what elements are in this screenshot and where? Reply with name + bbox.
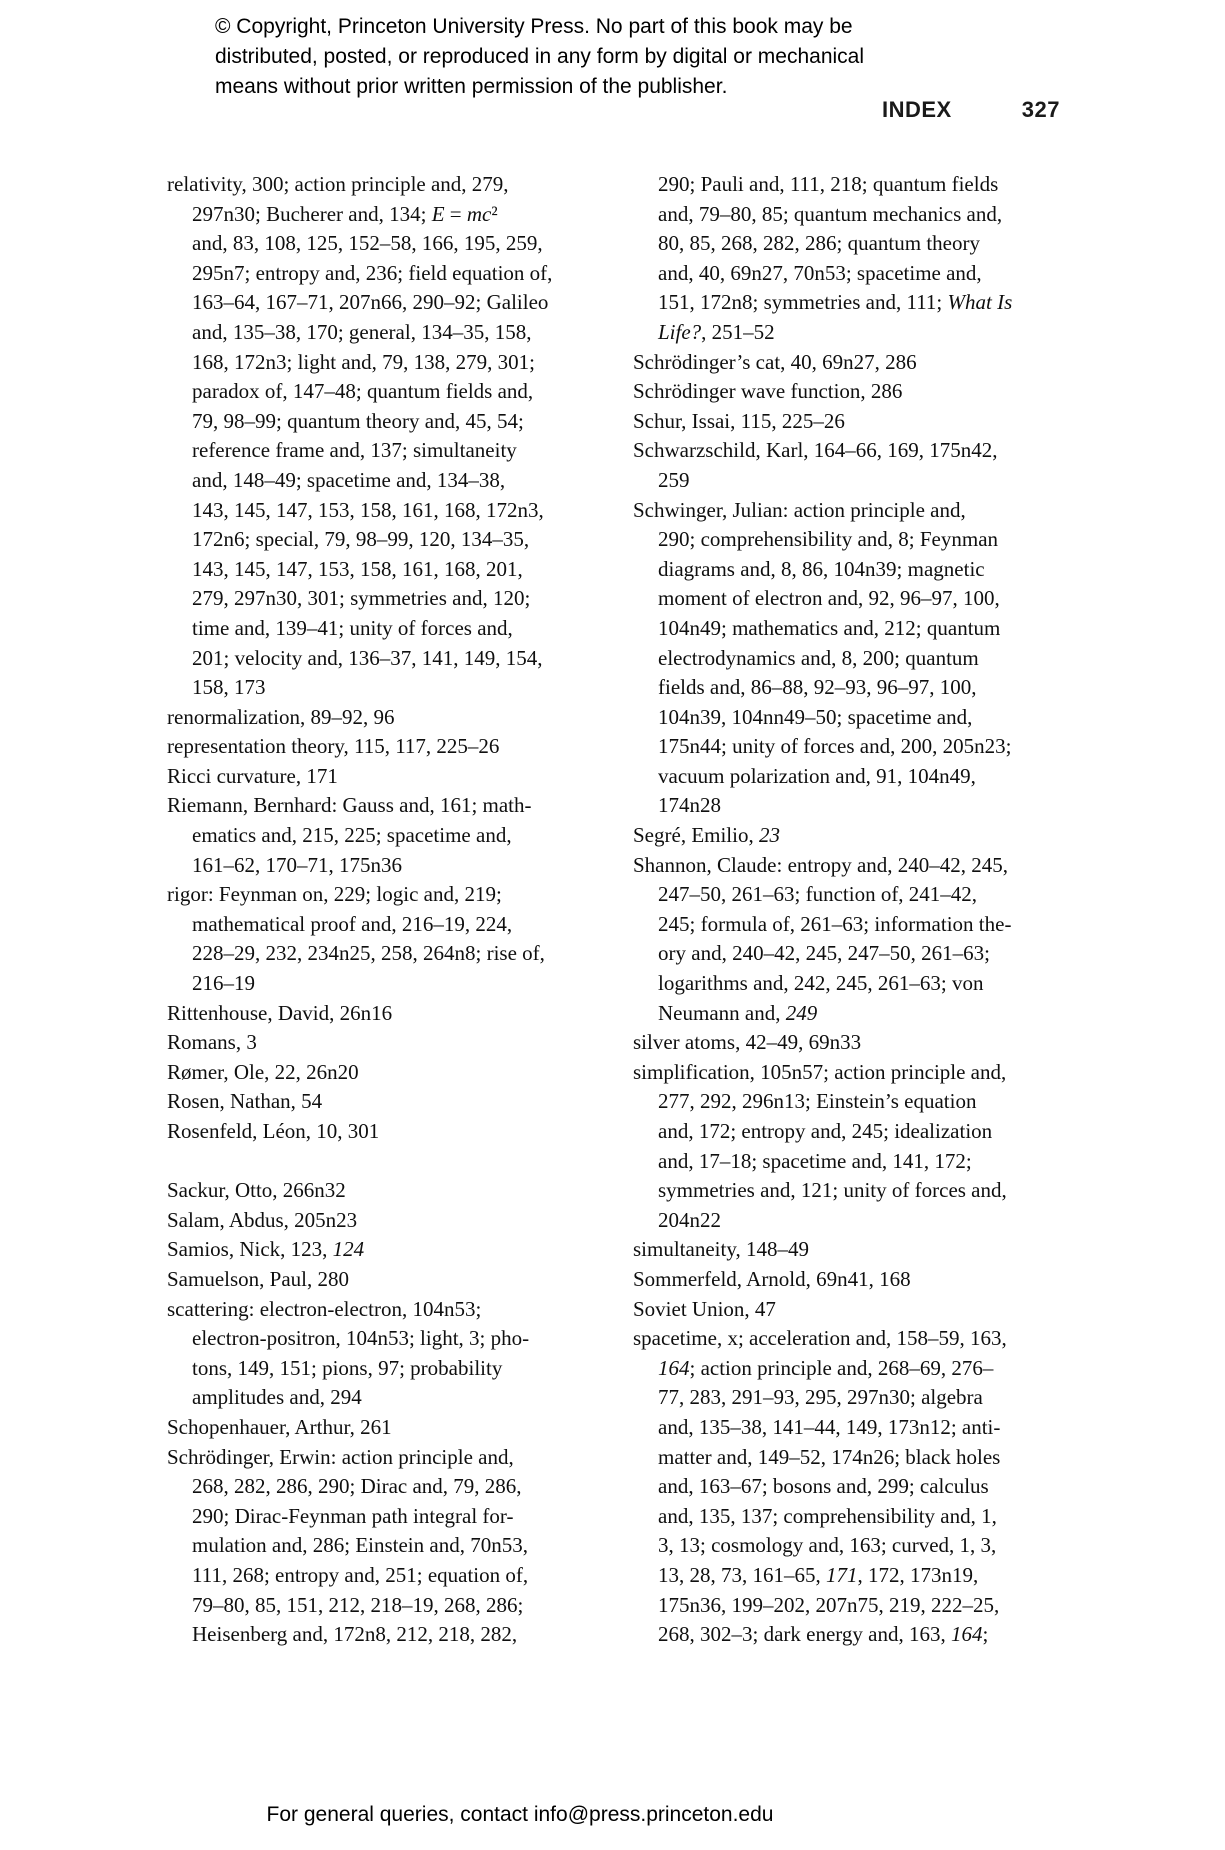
running-header — [882, 97, 1060, 123]
index-line: 163–64, 167–71, 207n66, 290–92; Galileo — [192, 290, 549, 315]
index-line: Rittenhouse, David, 26n16 — [167, 1000, 393, 1025]
index-line: Segré, Emilio, 23 — [633, 823, 780, 848]
index-line: ematics and, 215, 225; spacetime and, — [192, 823, 512, 848]
index-line: renormalization, 89–92, 96 — [167, 704, 395, 729]
index-line: Heisenberg and, 172n8, 212, 218, 282, — [192, 1622, 518, 1647]
copyright-notice — [215, 12, 864, 102]
index-line: silver atoms, 42–49, 69n33 — [633, 1030, 862, 1055]
index-line: 204n22 — [658, 1207, 721, 1232]
index-line: logarithms and, 242, 245, 261–63; von — [658, 971, 984, 996]
copyright-line-3: means without prior written permission of the publisher. — [215, 75, 728, 98]
copyright-line-1: © Copyright, Princeton University Press. No part of this book may be — [215, 15, 853, 38]
index-line: and, 163–67; bosons and, 299; calculus — [658, 1474, 989, 1499]
index-line: Neumann and, 249 — [658, 1000, 818, 1025]
index-line: 174n28 — [658, 793, 721, 818]
copyright-line-2: distributed, posted, or reproduced in any form by digital or mechanical — [215, 45, 865, 68]
index-line: 79, 98–99; quantum theory and, 45, 54; — [192, 408, 524, 433]
index-line: 295n7; entropy and, 236; field equation of, — [192, 260, 553, 285]
index-line: 168, 172n3; light and, 79, 138, 279, 301; — [192, 349, 535, 374]
index-line: 79–80, 85, 151, 212, 218–19, 268, 286; — [192, 1592, 524, 1617]
index-line: simplification, 105n57; action principle and, — [633, 1059, 1007, 1084]
index-column-left — [167, 170, 567, 1650]
index-line: Samios, Nick, 123, 124 — [167, 1237, 365, 1262]
index-line: paradox of, 147–48; quantum fields and, — [192, 379, 534, 404]
index-line: 151, 172n8; symmetries and, 111; What Is — [658, 290, 1013, 315]
index-line: 111, 268; entropy and, 251; equation of, — [192, 1562, 529, 1587]
index-line: 247–50, 261–63; function of, 241–42, — [658, 882, 978, 907]
index-line: 297n30; Bucherer and, 134; E = mc² — [192, 201, 498, 226]
index-line: ory and, 240–42, 245, 247–50, 261–63; — [658, 941, 990, 966]
index-line: time and, 139–41; unity of forces and, — [192, 615, 513, 640]
index-line: 245; formula of, 261–63; information the- — [658, 911, 1012, 936]
index-line: mulation and, 286; Einstein and, 70n53, — [192, 1533, 528, 1558]
index-line: electrodynamics and, 8, 200; quantum — [658, 645, 979, 670]
index-line: Riemann, Bernhard: Gauss and, 161; math- — [167, 793, 532, 818]
index-line: symmetries and, 121; unity of forces and, — [658, 1178, 1007, 1203]
index-line: moment of electron and, 92, 96–97, 100, — [658, 586, 1000, 611]
index-line: and, 172; entropy and, 245; idealization — [658, 1119, 993, 1143]
index-line: 143, 145, 147, 153, 158, 161, 168, 201, — [192, 556, 523, 581]
index-line: Rosenfeld, Léon, 10, 301 — [167, 1119, 380, 1143]
index-line: 104n39, 104nn49–50; spacetime and, — [658, 704, 973, 729]
index-line: 175n36, 199–202, 207n75, 219, 222–25, — [658, 1592, 1000, 1617]
index-line: spacetime, x; acceleration and, 158–59, 163, — [633, 1326, 1007, 1351]
index-line: 143, 145, 147, 153, 158, 161, 168, 172n3, — [192, 497, 544, 522]
index-line: 158, 173 — [192, 675, 266, 700]
index-line: Samuelson, Paul, 280 — [167, 1266, 349, 1291]
index-line: relativity, 300; action principle and, 279, — [167, 172, 509, 196]
index-line: Schrödinger wave function, 286 — [633, 379, 903, 404]
index-line: 161–62, 170–71, 175n36 — [192, 852, 402, 877]
index-line: and, 135–38, 170; general, 134–35, 158, — [192, 319, 532, 344]
index-line: Rosen, Nathan, 54 — [167, 1089, 323, 1114]
index-line: 216–19 — [192, 971, 255, 996]
index-line: rigor: Feynman on, 229; logic and, 219; — [167, 882, 502, 907]
index-line: 259 — [658, 467, 690, 492]
index-line: 290; Pauli and, 111, 218; quantum fields — [658, 172, 999, 196]
index-line: Soviet Union, 47 — [633, 1296, 776, 1321]
index-line: 279, 297n30, 301; symmetries and, 120; — [192, 586, 531, 611]
index-line: 290; comprehensibility and, 8; Feynman — [658, 527, 999, 552]
footer-contact: For general queries, contact info@press.princeton.edu — [266, 1803, 774, 1826]
index-line: scattering: electron-electron, 104n53; — [167, 1296, 482, 1321]
index-line: representation theory, 115, 117, 225–26 — [167, 734, 500, 759]
index-line: Schwinger, Julian: action principle and, — [633, 497, 966, 522]
index-line: Schwarzschild, Karl, 164–66, 169, 175n42, — [633, 438, 998, 463]
index-line: and, 135–38, 141–44, 149, 173n12; anti- — [658, 1414, 1001, 1439]
index-line: simultaneity, 148–49 — [633, 1237, 809, 1262]
index-line: and, 135, 137; comprehensibility and, 1, — [658, 1503, 997, 1528]
index-line: Schrödinger, Erwin: action principle and, — [167, 1444, 514, 1469]
index-line: 175n44; unity of forces and, 200, 205n23; — [658, 734, 1012, 759]
page-number: 327 — [1021, 97, 1060, 122]
index-line: 3, 13; cosmology and, 163; curved, 1, 3, — [658, 1533, 997, 1558]
index-line: Schrödinger’s cat, 40, 69n27, 286 — [633, 349, 917, 374]
index-line: Romans, 3 — [167, 1030, 257, 1055]
index-line: 164; action principle and, 268–69, 276– — [658, 1355, 994, 1380]
index-line: Sackur, Otto, 266n32 — [167, 1178, 346, 1203]
index-column-right — [633, 170, 1048, 1650]
index-line: reference frame and, 137; simultaneity — [192, 438, 517, 463]
index-line: 172n6; special, 79, 98–99, 120, 134–35, — [192, 527, 530, 552]
index-line: 77, 283, 291–93, 295, 297n30; algebra — [658, 1385, 983, 1410]
index-line: and, 83, 108, 125, 152–58, 166, 195, 259, — [192, 231, 543, 256]
index-line: Life?, 251–52 — [658, 319, 775, 344]
index-line: Schur, Issai, 115, 225–26 — [633, 408, 845, 433]
index-line: amplitudes and, 294 — [192, 1385, 362, 1410]
index-line: 228–29, 232, 234n25, 258, 264n8; rise of, — [192, 941, 545, 966]
index-line: diagrams and, 8, 86, 104n39; magnetic — [658, 556, 985, 581]
index-line: vacuum polarization and, 91, 104n49, — [658, 763, 976, 788]
index-line: Shannon, Claude: entropy and, 240–42, 245, — [633, 852, 1009, 877]
index-line: fields and, 86–88, 92–93, 96–97, 100, — [658, 675, 977, 700]
index-line: Ricci curvature, 171 — [167, 763, 338, 788]
index-line: mathematical proof and, 216–19, 224, — [192, 911, 513, 936]
index-line: and, 17–18; spacetime and, 141, 172; — [658, 1148, 972, 1173]
index-line — [167, 1147, 567, 1177]
index-line: 268, 282, 286, 290; Dirac and, 79, 286, — [192, 1474, 522, 1499]
index-line: matter and, 149–52, 174n26; black holes — [658, 1444, 1001, 1469]
index-line: 201; velocity and, 136–37, 141, 149, 154, — [192, 645, 543, 670]
index-line: electron-positron, 104n53; light, 3; pho- — [192, 1326, 530, 1351]
index-line: Schopenhauer, Arthur, 261 — [167, 1414, 392, 1439]
index-line: tons, 149, 151; pions, 97; probability — [192, 1355, 503, 1380]
index-line: 104n49; mathematics and, 212; quantum — [658, 615, 1001, 640]
index-line: and, 79–80, 85; quantum mechanics and, — [658, 201, 1003, 226]
index-line: Salam, Abdus, 205n23 — [167, 1207, 358, 1232]
index-line: 13, 28, 73, 161–65, 171, 172, 173n19, — [658, 1562, 979, 1587]
index-line: 80, 85, 268, 282, 286; quantum theory — [658, 231, 980, 256]
index-line: 268, 302–3; dark energy and, 163, 164; — [658, 1622, 989, 1647]
index-line: Sommerfeld, Arnold, 69n41, 168 — [633, 1266, 911, 1291]
index-line: and, 40, 69n27, 70n53; spacetime and, — [658, 260, 982, 285]
index-line: 290; Dirac-Feynman path integral for- — [192, 1503, 514, 1528]
index-line: 277, 292, 296n13; Einstein’s equation — [658, 1089, 977, 1114]
index-line: and, 148–49; spacetime and, 134–38, — [192, 467, 506, 492]
index-line: Rømer, Ole, 22, 26n20 — [167, 1059, 359, 1084]
index-heading: INDEX — [882, 97, 952, 122]
